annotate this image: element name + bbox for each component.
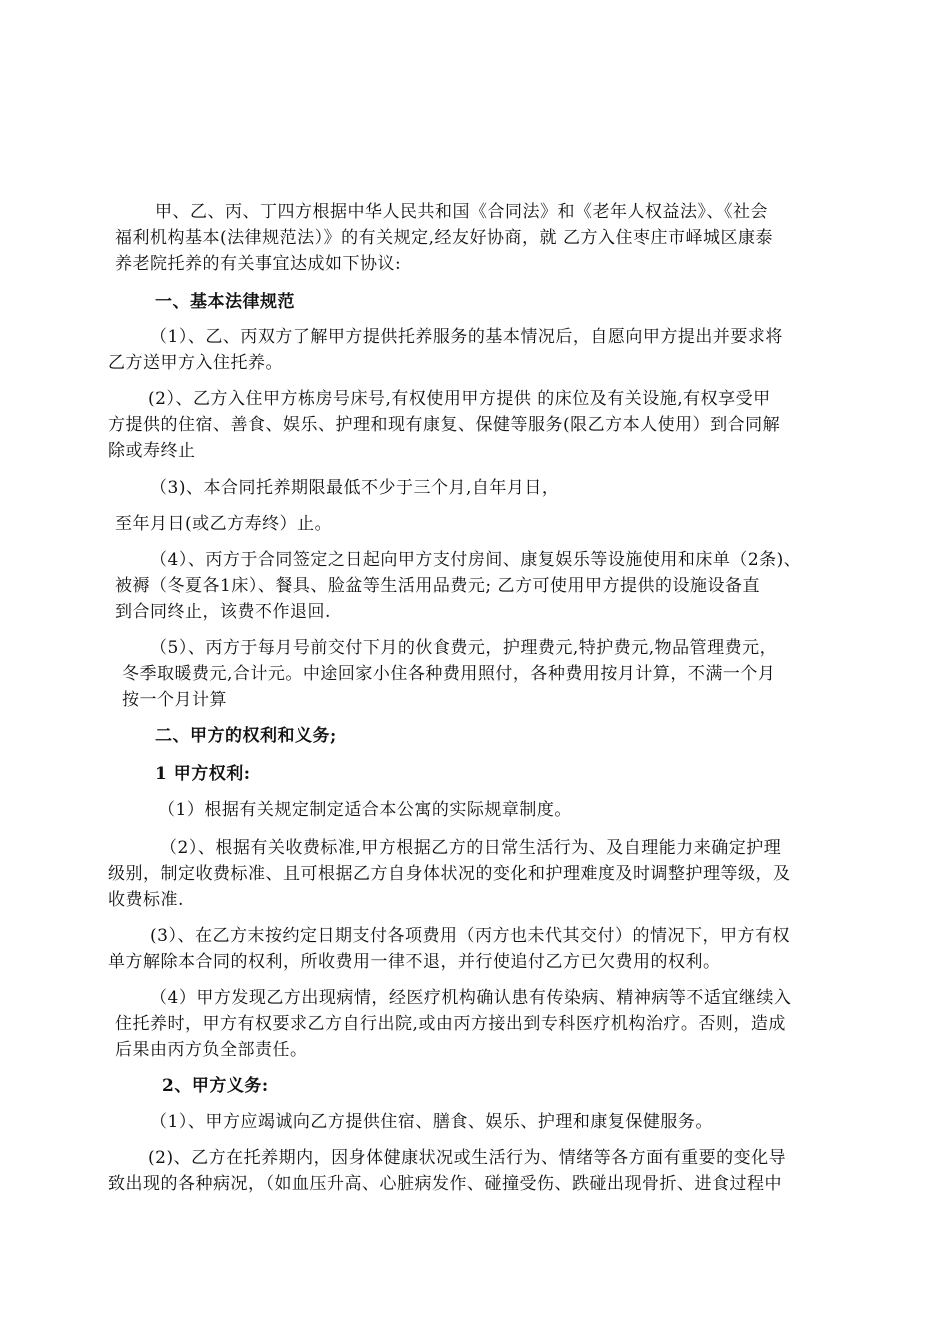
s1-p4-line-2: 被褥（冬夏各1床）、餐具、脸盆等生活用品费元; 乙方可使用甲方提供的设施设备直 bbox=[115, 576, 760, 596]
intro-line-3: 养老院托养的有关事宜达成如下协议: bbox=[115, 254, 402, 274]
s1-p4-line-3: 到合同终止，该费不作退回. bbox=[115, 602, 331, 622]
s1-p3-line-1: （3)、本合同托养期限最低不少于三个月,自年月日， bbox=[150, 478, 560, 498]
rights-2-line-3: 收费标准. bbox=[108, 890, 184, 910]
s1-p5-line-1: （5）、丙方于每月号前交付下月的伙食费元，护理费元,特护费元,物品管理费元， bbox=[150, 638, 778, 658]
rights-2-line-1: （2）、根据有关收费标准,甲方根据乙方的日常生活行为、及自理能力来确定护理 bbox=[160, 838, 782, 858]
s1-p5-line-2: 冬季取暖费元,合计元。中途回家小住各种费用照付，各种费用按月计算，不满一个月 bbox=[122, 664, 776, 684]
duties-2-line-1: (2)、乙方在托养期内，因身体健康状况或生活行为、情绪等各方面有重要的变化导 bbox=[148, 1148, 787, 1168]
duties-2-line-2: 致出现的各种病况，（如血压升高、心脏病发作、碰撞受伤、跌碰出现骨折、进食过程中 bbox=[108, 1174, 782, 1194]
s1-p2-line-2: 方提供的住宿、善食、娱乐、护理和现有康复、保健等服务(限乙方本人使用）到合同解 bbox=[108, 415, 781, 435]
s1-p4-line-1: （4）、丙方于合同签定之日起向甲方支付房间、康复娱乐等设施使用和床单（2条)、 bbox=[150, 550, 802, 570]
duties-1-line-1: （1）、甲方应竭诚向乙方提供住宿、膳食、娱乐、护理和康复保健服务。 bbox=[150, 1112, 713, 1132]
s1-p2-line-1: (2）、乙方入住甲方栋房号床号,有权使用甲方提供 的床位及有关设施,有权享受甲 bbox=[148, 389, 771, 409]
rights-2-line-2: 级别，制定收费标准、且可根据乙方自身体状况的变化和护理难度及时调整护理等级，及 bbox=[108, 864, 791, 884]
s1-p5-line-3: 按一个月计算 bbox=[122, 690, 227, 710]
rights-4-line-3: 后果由丙方负全部责任。 bbox=[115, 1040, 308, 1060]
rights-3-line-1: (3）、在乙方末按约定日期支付各项费用（丙方也未代其交付）的情况下，甲方有权 bbox=[150, 926, 790, 946]
rights-1-line-1: （1）根据有关规定制定适合本公寓的实际规章制度。 bbox=[158, 800, 572, 820]
intro-line-2: 福利机构基本(法律规范法）》的有关规定,经友好协商，就 乙方入住枣庄市峄城区康泰 bbox=[115, 228, 773, 248]
intro-line-1: 甲、乙、丙、丁四方根据中华人民共和国《合同法》和《老年人权益法》、《社会 bbox=[155, 202, 768, 222]
subsection-rights-title: 1 甲方权利: bbox=[155, 764, 251, 784]
s1-p1-line-2: 乙方送甲方入住托养。 bbox=[108, 353, 283, 373]
s1-p3-line-2: 至年月日(或乙方寿终）止。 bbox=[115, 514, 333, 534]
s1-p2-line-3: 除或寿终止 bbox=[108, 441, 196, 461]
section-2-title: 二、甲方的权利和义务; bbox=[155, 726, 337, 746]
rights-4-line-1: （4）甲方发现乙方出现病情，经医疗机构确认患有传染病、精神病等不适宜继续入 bbox=[150, 988, 792, 1008]
rights-4-line-2: 住托养时，甲方有权要求乙方自行出院,或由丙方接出到专科医疗机构治疗。否则，造成 bbox=[115, 1014, 786, 1034]
s1-p1-line-1: （1）、乙、丙双方了解甲方提供托养服务的基本情况后，自愿向甲方提出并要求将 bbox=[150, 327, 783, 347]
section-1-title: 一、基本法律规范 bbox=[155, 292, 295, 312]
rights-3-line-2: 单方解除本合同的权利，所收费用一律不退，并行使追付乙方已欠费用的权利。 bbox=[108, 952, 721, 972]
subsection-duties-title: 2、甲方义务: bbox=[162, 1076, 269, 1096]
